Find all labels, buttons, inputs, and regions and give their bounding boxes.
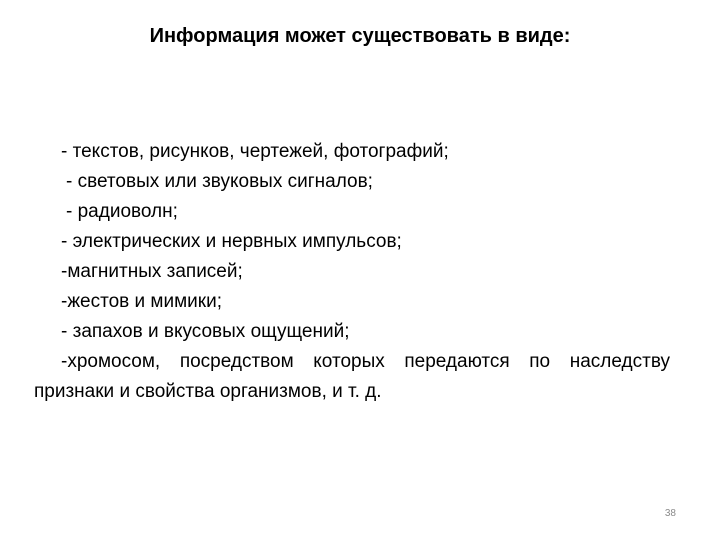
slide-title: Информация может существовать в виде:: [149, 25, 571, 47]
list-item: -хромосом, посредством которых передаются по наследству признаки и свойства организмов, и т. д.: [34, 351, 670, 402]
list-item: - текстов, рисунков, чертежей, фотографий;: [61, 141, 449, 162]
page-number: 38: [664, 508, 676, 519]
list-item: -жестов и мимики;: [61, 291, 222, 312]
list-item: - радиоволн;: [66, 201, 178, 222]
list-item: - запахов и вкусовых ощущений;: [61, 321, 350, 342]
content-list: [34, 137, 670, 407]
list-item: -магнитных записей;: [61, 261, 243, 282]
list-item: - электрических и нервных импульсов;: [61, 231, 402, 252]
list-item: - световых или звуковых сигналов;: [66, 171, 373, 192]
